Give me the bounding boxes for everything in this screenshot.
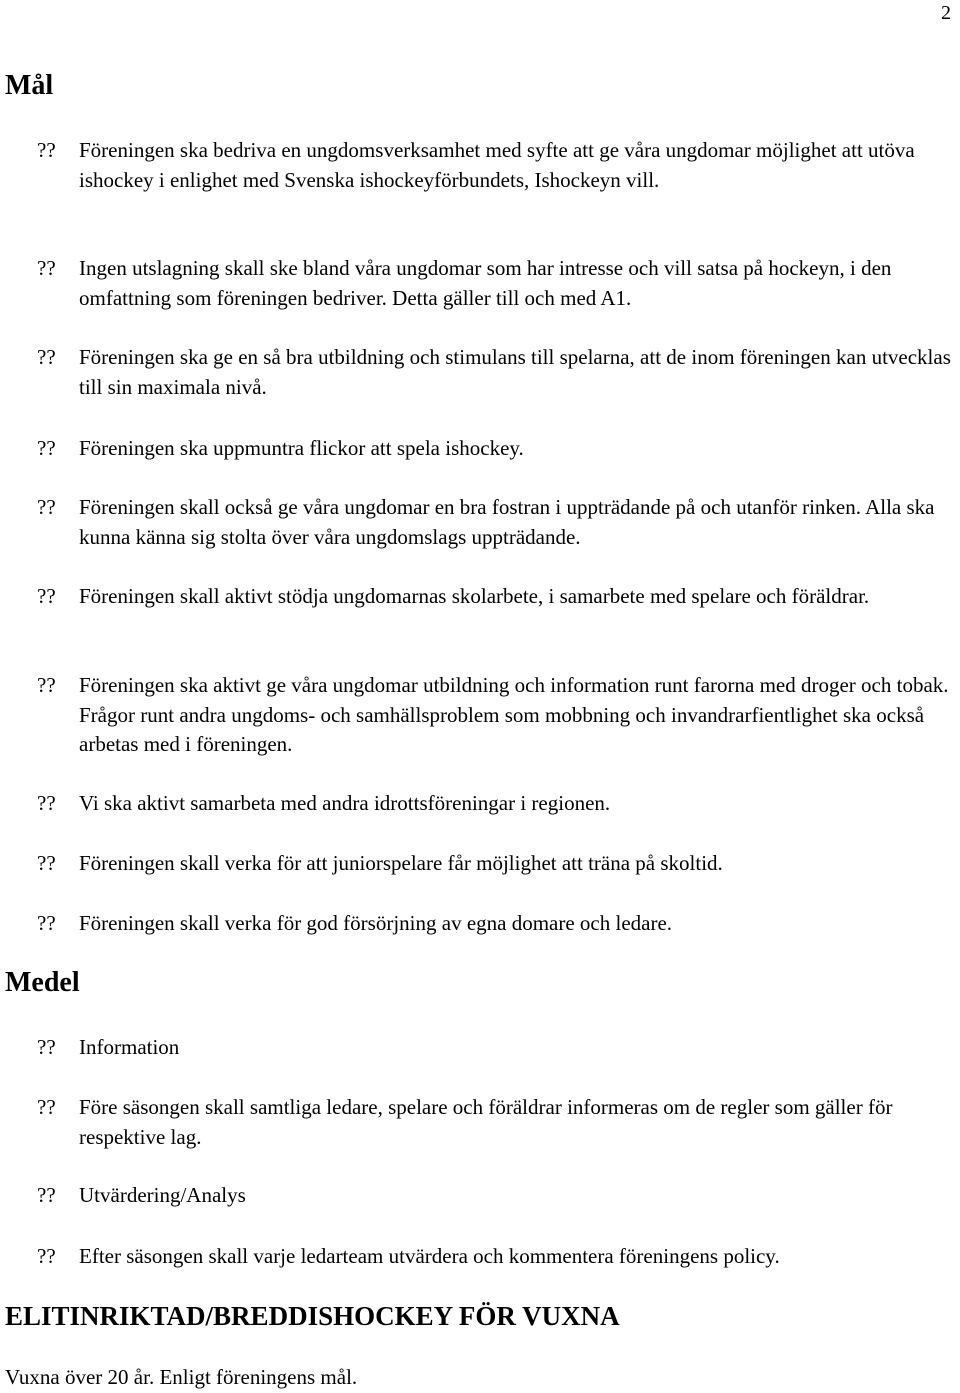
list-item [37, 254, 959, 313]
section-body-text: Vuxna över 20 år. Enligt föreningens mål. [5, 1365, 358, 1389]
section-heading-mal: Mål [5, 70, 54, 101]
bullet-marker: ?? [37, 495, 56, 519]
list-item-text: Föreningen ska ge en så bra utbildning och stimulans till spelarna, att de inom föreningen kan utvecklas till sin maximala nivå. [79, 345, 951, 399]
bullet-marker: ?? [37, 436, 56, 460]
bullet-marker: ?? [37, 911, 56, 935]
page-number: 2 [941, 2, 951, 24]
list-item-text: Föreningen skall verka för att juniorspelare får möjlighet att träna på skoltid. [79, 851, 723, 875]
bullet-marker: ?? [37, 1183, 56, 1207]
list-item [37, 671, 959, 760]
list-item [37, 1093, 959, 1152]
list-item-text: Föreningen skall aktivt stödja ungdomarnas skolarbete, i samarbete med spelare och föräldrar. [79, 584, 870, 608]
list-item-text: Föreningen ska aktivt ge våra ungdomar utbildning och information runt farorna med droger och tobak. Frågor runt andra ungdoms- och samhällsproblem som mobbning och invandrarfientlighet ska också arbetas med i föreningen. [79, 673, 949, 756]
list-item [37, 582, 959, 612]
list-item-text: Efter säsongen skall varje ledarteam utvärdera och kommentera föreningens policy. [79, 1244, 780, 1268]
bullet-marker: ?? [37, 851, 56, 875]
section-heading-elit: ELITINRIKTAD/BREDDISHOCKEY FÖR VUXNA [5, 1301, 620, 1331]
section-heading-medel: Medel [5, 967, 80, 998]
bullet-marker: ?? [37, 1244, 56, 1268]
list-item [37, 849, 959, 879]
bullet-marker: ?? [37, 1095, 56, 1119]
bullet-marker: ?? [37, 256, 56, 280]
list-item [37, 1181, 959, 1211]
list-item-text: Föreningen skall verka för god försörjning av egna domare och ledare. [79, 911, 673, 935]
list-item-text: Före säsongen skall samtliga ledare, spelare och föräldrar informeras om de regler som gäller för respektive lag. [79, 1095, 893, 1149]
list-item-text: Information [79, 1035, 180, 1059]
list-item [37, 1033, 959, 1063]
list-item [37, 789, 959, 819]
list-item-text: Utvärdering/Analys [79, 1183, 246, 1207]
list-item-text: Föreningen ska bedriva en ungdomsverksamhet med syfte att ge våra ungdomar möjlighet att utöva ishockey i enlighet med Svenska ishockeyförbundets, Ishockeyn vill. [79, 138, 915, 192]
bullet-marker: ?? [37, 673, 56, 697]
bullet-marker: ?? [37, 791, 56, 815]
list-item [37, 493, 959, 552]
list-item-text: Ingen utslagning skall ske bland våra ungdomar som har intresse och vill satsa på hockeyn, i den omfattning som föreningen bedriver. Detta gäller till och med A1. [79, 256, 892, 310]
list-item [37, 343, 959, 402]
list-item [37, 136, 959, 195]
list-item-text: Föreningen ska uppmuntra flickor att spela ishockey. [79, 436, 524, 460]
bullet-marker: ?? [37, 345, 56, 369]
list-item-text: Vi ska aktivt samarbeta med andra idrottsföreningar i regionen. [79, 791, 611, 815]
list-item-text: Föreningen skall också ge våra ungdomar en bra fostran i uppträdande på och utanför rinken. Alla ska kunna känna sig stolta över våra ungdomslags uppträdande. [79, 495, 935, 549]
bullet-marker: ?? [37, 584, 56, 608]
list-item [37, 909, 959, 939]
bullet-marker: ?? [37, 138, 56, 162]
bullet-marker: ?? [37, 1035, 56, 1059]
list-item [37, 1242, 959, 1272]
list-item [37, 434, 959, 464]
